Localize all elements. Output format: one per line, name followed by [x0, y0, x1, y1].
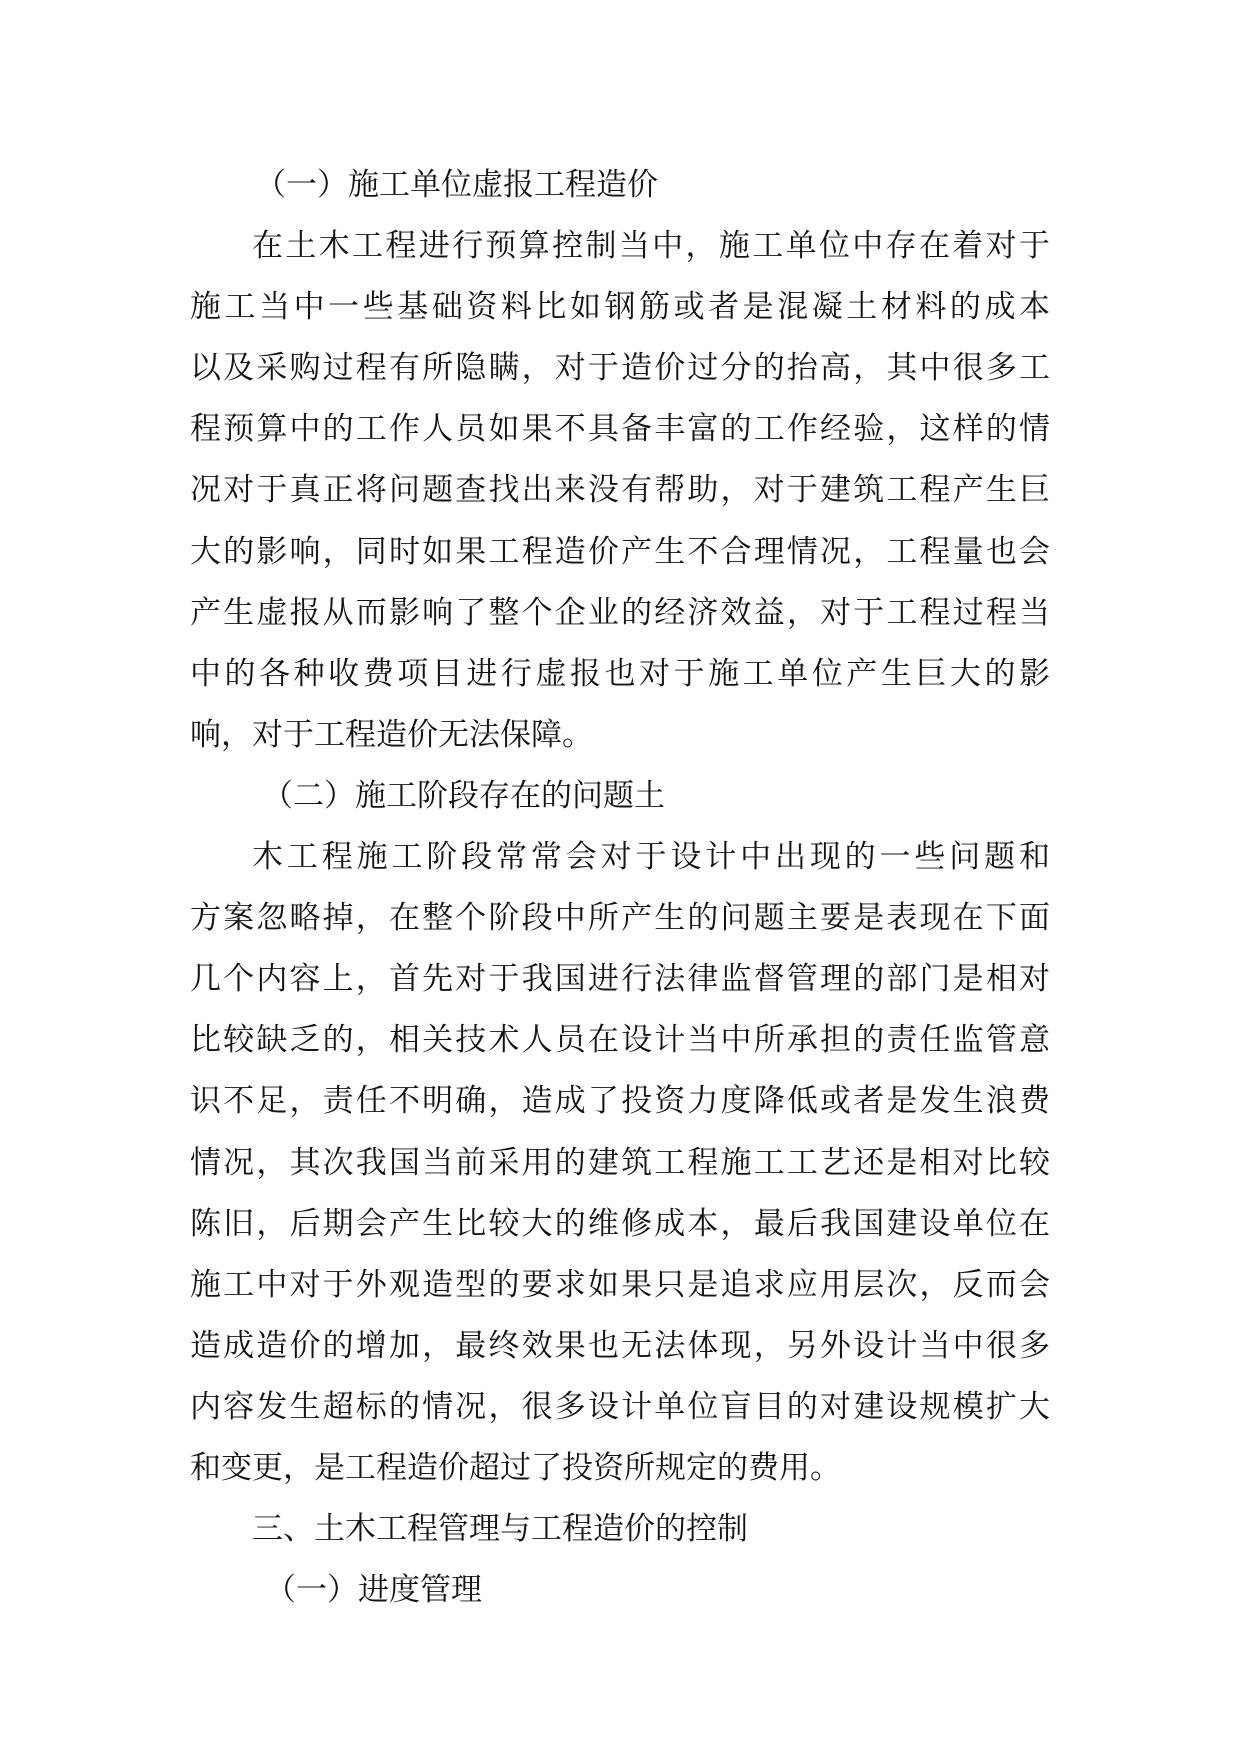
- paragraph-line: 中的各种收费项目进行虚报也对于施工单位产生巨大的影: [190, 655, 1050, 692]
- paragraph-line: 产生虚报从而影响了整个企业的经济效益，对于工程过程当: [190, 594, 1050, 631]
- paragraph-line: 况对于真正将问题查找出来没有帮助，对于建筑工程产生巨: [190, 472, 1050, 509]
- paragraph-line: 几个内容上，首先对于我国进行法律监督管理的部门是相对: [190, 961, 1050, 998]
- paragraph-line: 情况，其次我国当前采用的建筑工程施工工艺还是相对比较: [190, 1144, 1050, 1181]
- paragraph-line: 识不足，责任不明确，造成了投资力度降低或者是发生浪费: [190, 1083, 1050, 1120]
- paragraph-line-last: 响，对于工程造价无法保障。: [190, 716, 593, 753]
- paragraph-line: 施工当中一些基础资料比如钢筋或者是混凝土材料的成本: [190, 289, 1050, 326]
- paragraph-line: 方案忽略掉，在整个阶段中所产生的问题主要是表现在下面: [190, 900, 1050, 937]
- paragraph-line: 大的影响，同时如果工程造价产生不合理情况，工程量也会: [190, 533, 1050, 570]
- paragraph-line-last: 和变更，是工程造价超过了投资所规定的费用。: [190, 1449, 841, 1486]
- paragraph-line: 造成造价的增加，最终效果也无法体现，另外设计当中很多: [190, 1327, 1050, 1364]
- chapter-heading-3: 三、土木工程管理与工程造价的控制: [252, 1511, 748, 1548]
- paragraph-line: 以及采购过程有所隐瞒，对于造价过分的抬高，其中很多工: [190, 350, 1050, 387]
- paragraph-line: 在土木工程进行预算控制当中，施工单位中存在着对于: [252, 228, 1050, 265]
- section-heading-progress-management: （一）进度管理: [265, 1572, 482, 1609]
- paragraph-line: 陈旧，后期会产生比较大的维修成本，最后我国建设单位在: [190, 1205, 1050, 1242]
- paragraph-line: 施工中对于外观造型的要求如果只是追求应用层次，反而会: [190, 1266, 1050, 1303]
- paragraph-line: 内容发生超标的情况，很多设计单位盲目的对建设规模扩大: [190, 1388, 1050, 1425]
- section-heading-1: （一）施工单位虚报工程造价: [255, 167, 658, 203]
- paragraph-line: 程预算中的工作人员如果不具备丰富的工作经验，这样的情: [190, 411, 1050, 448]
- section-heading-2: （二）施工阶段存在的问题土: [262, 777, 665, 814]
- document-body: [190, 155, 1050, 1621]
- paragraph-line: 比较缺乏的，相关技术人员在设计当中所承担的责任监管意: [190, 1022, 1050, 1059]
- paragraph-line: 木工程施工阶段常常会对于设计中出现的一些问题和: [252, 839, 1050, 876]
